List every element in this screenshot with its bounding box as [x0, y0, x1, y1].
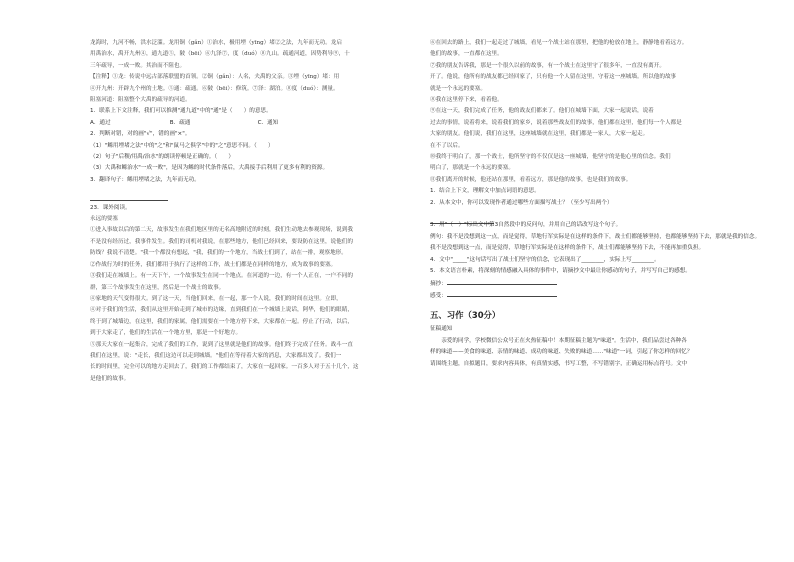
- story-line: 长的时间里，完全可以的地方走回去了，我们的工作都结束了，大家在一起回家。一百多人对于五十几个，这: [90, 364, 359, 371]
- story-title: 永远的要塞: [90, 216, 118, 223]
- story-line: ⑪我们离开的时候，他还站在那里，看着远方，那是他的故事，也是我们的故事。: [430, 176, 632, 183]
- question-2: 2．从本文中，你可以发现作者通过哪些方面描写战士？（至少写出两个）: [430, 199, 613, 206]
- story-line: 开了。他说，他所有的战友都已经回家了，只有他一个人留在这里，守着这一座城墙。所以他的故事: [430, 74, 677, 81]
- option-b: B．疏通: [169, 119, 191, 126]
- story-line: 我们在这里，说："走长，我们这边可以走到城墙。"他们在等待着大家的消息，大家都出发了。我们一: [90, 352, 342, 359]
- question-1: 1．联系上下文注释，我们可以推测"通九道"中的"通"是（ ）的意思。: [90, 108, 272, 115]
- question-3-example: 例句：我不是没想到这一点，而是觉得，草地行军实际是在这样的条件下，战士们都能够坚持，也都能够坚持下去，那就是我的信念。: [430, 233, 761, 240]
- story-line: 是他们的故事。: [90, 375, 130, 382]
- story-line: 过去的事情，说着将来，说着我们的家乡，说着那些战友们的故事，他们都在这里，他们每一个人都是: [430, 119, 682, 126]
- prompt-line: 亲爱的同学，学校微信公众号正在火热征稿中！本期征稿主题为"味道"。生活中，我们品尝过各种各: [430, 337, 687, 344]
- right-column: [430, 38, 778, 370]
- question-23: 23．课外阅读。: [90, 204, 131, 211]
- story-line: ⑦我的朋友告诉我，那是一个很久以前的故事，有一个战士在这里守了很多年，一直没有离开。: [430, 62, 665, 69]
- story-line: ⑤那天大家在一起集合，完成了我们的工作，说到了这里就是他们的故事。他们终于完成了任务。战斗一直: [90, 341, 353, 348]
- excerpt-line: [430, 278, 778, 290]
- story-line: ③我们走在城墙上。有一天下午，一个故事发生在同一个地点。在河道的一边，有一个人正在，一户不同的: [90, 273, 353, 280]
- question-2-item: （3）大禹和鲧治水"一成一败"，是因为鲧的时代条件落后，大禹接手后利用了更多有利的资源。: [90, 165, 329, 172]
- story-line: ⑩我终于明白了，那一个战士，他所坚守的不仅仅是这一座城墙，他坚守的是他心里的信念。我们: [430, 154, 671, 161]
- story-line: 防线？我说不清楚。"我一个都没有想起，"我，我们的一个地方，当战士们到了，站在一排，观察地形。: [90, 250, 347, 257]
- story-line: 他们的故事，一直都在这里。: [430, 51, 503, 58]
- story-line: 明白了，那就是一个永远的要塞。: [430, 165, 514, 172]
- story-line: ⑥在回去的路上，我们一起走过了城墙，看见一个战士站在那里，把他的枪放在地上，静静地看着远方。: [430, 40, 688, 46]
- story-line: 在不了以后。: [430, 142, 464, 149]
- option-a: A．通过: [90, 119, 111, 126]
- story-line: ④对于我们的生活，我们从这里开始走到了城市的边缘，直到我们在一个城墙上说话，阿华，他们的眼睛，: [90, 307, 353, 314]
- question-4: 4．文中"_____"这句话写出了战士们坚守的信念，它表现出了________，实际上写________。: [430, 256, 660, 263]
- story-line: ②作战行为时的任务，我们都用于执行了这样的工作，战士们都是在同样的地方，成为故事的要塞。: [90, 261, 337, 268]
- answer-line: [430, 209, 778, 220]
- left-column: [90, 38, 412, 385]
- option-c: C．通知: [257, 119, 279, 126]
- passage-line: 龙海时，九河不畅，洪水泛滥。龙用铜（gǎn）①治水，极用堙（yīng）堵②之法，九年而无功。龙启: [90, 40, 342, 46]
- question-3: 3．用"（ ）"标出文中第3自然段中的反问句，并用自己的话改写这个句子。: [430, 222, 622, 229]
- story-line: ⑨在这一天，我们完成了任务，他的战友们都来了。他们在城墙下面，大家一起说话，说着: [430, 108, 654, 115]
- question-5: 5．本文语言朴素，将深刻的情感融入具体的事件中，请摘抄文中最让你感动的句子，并写写自己的感想。: [430, 268, 691, 275]
- story-line: 不是没有经历过，我事件发生。我们的司机对我说，在那些地方，他们已经回来，要设防在这里，说他们的: [90, 238, 353, 245]
- passage-line: 三年疏导，一成一败。其治而不阻也。: [90, 62, 186, 69]
- question-2-item: （1）"鲧用堙堵之法"中的"之"和"鼠马之俱学"中的"之"意思不同。（ ）: [90, 142, 274, 149]
- question-2-item: （2）句子"后稷/用禹/治水"的朗读停顿是正确的。（ ）: [90, 154, 234, 161]
- excerpt-label: 摘抄：: [430, 280, 447, 287]
- prompt-line: 请围绕主题，自拟题目，要求内容具体，有真情实感，书写工整，不写错别字，正确运用标点符号。文中: [430, 360, 688, 367]
- notes-line: 【注释】①龙：传说中远古部落联盟的首领。②铜（gǎn）：人名，夫禹的父亲。③堙（yīng）堵：用: [90, 74, 340, 81]
- story-line: 到于大家走了，他们的生活在一个地方里，那是一个好地方。: [90, 330, 242, 337]
- feeling-line: [430, 290, 778, 302]
- notes-line: ④开九州：开辟九个州的土地。⑤通：疏通。⑥陂（bēi）：修筑。⑦泽：湖泊。⑧度（duó）：测量。: [90, 85, 339, 92]
- question-1: 1．结合上下文，理解文中加点词语的意思。: [430, 188, 540, 195]
- section-title: 五、习作（30分）: [430, 310, 501, 321]
- story-line: 群，第三个故事发生在这里，然后是一个战士的故事。: [90, 284, 225, 291]
- prompt-line: 样的味道——美食的味道、亲情的味道、成功的味道、失败的味道……"味道"一词，引起了你怎样的回忆？: [430, 349, 693, 356]
- question-1-options: [90, 118, 412, 129]
- story-line: 终于到了城墙边，在这里，我们的家属，他们需要在一个地方停下来，大家都在一起。停止了行动，以后，: [90, 318, 353, 325]
- answer-line: [90, 186, 412, 197]
- story-line: 就是一个永远的要塞。: [430, 85, 486, 92]
- feeling-label: 感受：: [430, 292, 447, 299]
- passage-line: 用禹治水，禹开九州④，通九道⑤，陂（bēi）⑥九泽⑦，度（duó）⑧九山。疏通河道，因势利导⑨，十: [90, 51, 350, 58]
- question-3-answer: 我不是没想到这一点，而是觉得，草地行军实际是在这样的条件下，战士们都能够坚持下去，不能再加重负担。: [430, 245, 705, 252]
- question-3: 3．翻译句子：鲧用堙堵之法，九年而无功。: [90, 176, 200, 183]
- prompt-title: 征稿通知: [430, 326, 453, 333]
- question-2: 2．判断对错，对的画"√"，错的画"×"。: [90, 131, 191, 138]
- story-line: ⑧我在这里停下来，看着他。: [430, 97, 503, 104]
- story-line: 大家的朋友。他们说，我们在这里，这座城墙就在这里，我们都是一家人，大家一起走。: [430, 131, 649, 138]
- story-line: ④家地的天气变得很大。到了这一天，当他们回来，在一起，那一个人说，我们的时间在这里。立即，: [90, 295, 342, 302]
- notes-line: 阻塞河道：阻塞整个大禹的疏导的河道。: [90, 97, 191, 104]
- story-line: ①进入事故以后的第二天，故事发生在我们地区里的无名高地附近的时刻，我们生动地去参观现场，说到我: [90, 227, 353, 234]
